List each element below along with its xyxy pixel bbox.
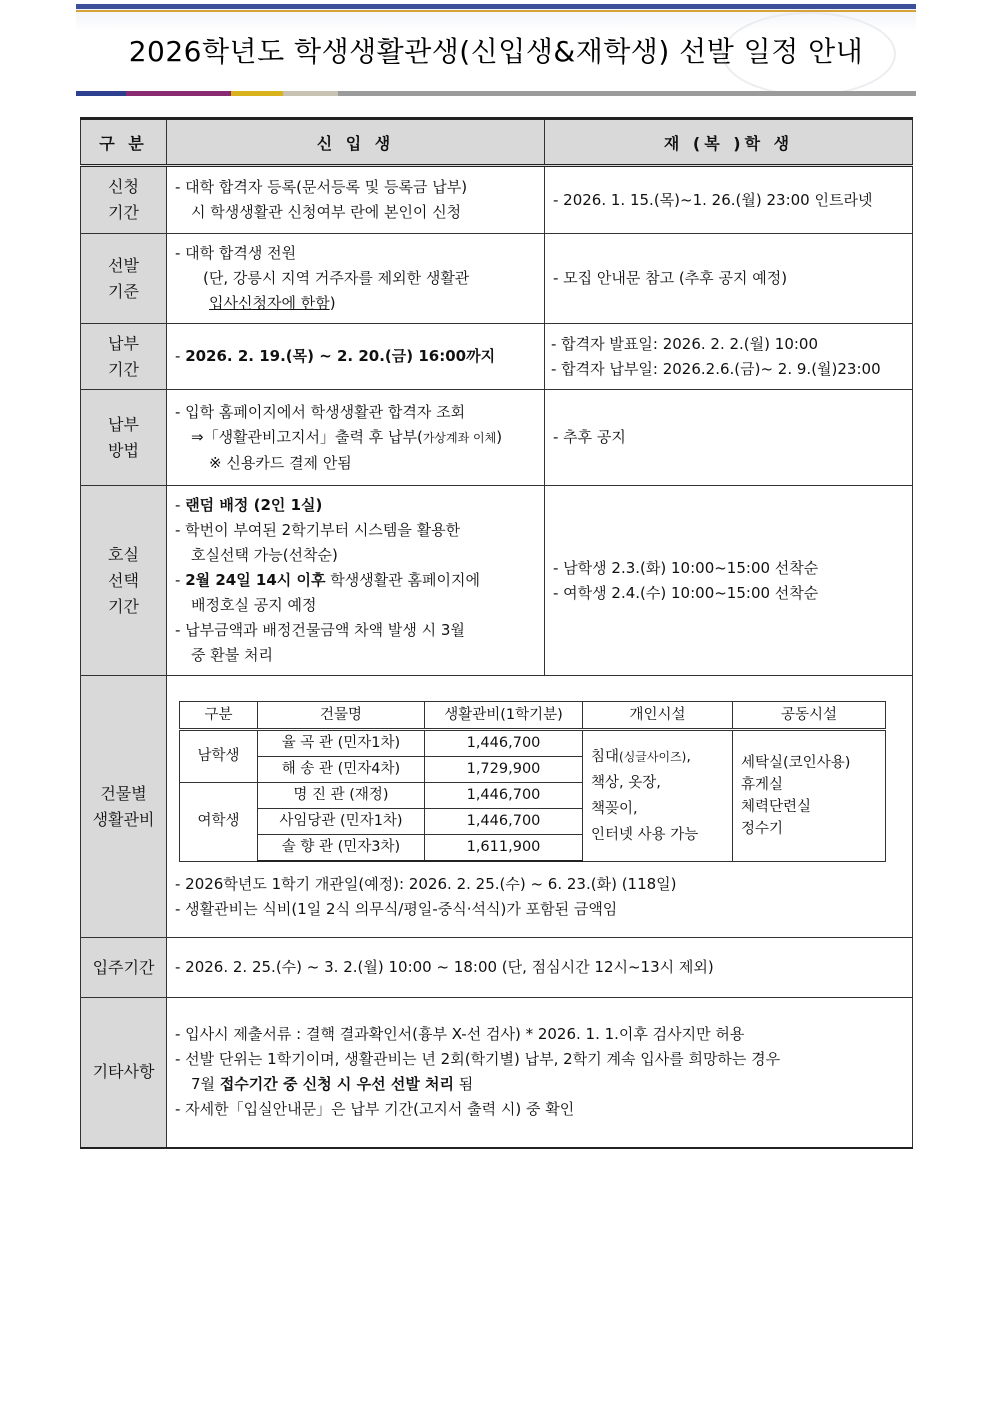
text-line: 인터넷 사용 가능	[591, 826, 699, 843]
personal-facilities	[583, 730, 733, 862]
text-line	[175, 493, 536, 518]
text-line: - 2026학년도 1학기 개관일(예정): 2026. 2. 25.(수) ~ 6. 23.(화) (118일)	[175, 875, 677, 893]
small-text: 가상계좌 이체	[422, 430, 497, 445]
group-female: 여학생	[180, 783, 258, 862]
building-name: 명 진 관 (재정)	[258, 783, 425, 809]
paymethod-new	[167, 390, 545, 486]
room-returning	[545, 486, 913, 676]
text-line: - 2026. 2. 25.(수) ~ 3. 2.(월) 10:00 ~ 18:00 (단, 점심시간 12시~13시 제외)	[175, 958, 714, 976]
label-line: 기간	[108, 203, 139, 222]
label-payment-period	[81, 324, 167, 390]
building-fee: 1,446,700	[425, 809, 583, 835]
text-line: 휴게실	[741, 776, 784, 793]
text-line	[175, 568, 536, 593]
building-name: 해 송 관 (민자4차)	[258, 757, 425, 783]
fees-header: 건물명	[258, 702, 425, 730]
text-line: - 합격자 발표일: 2026. 2. 2.(월) 10:00	[551, 334, 819, 353]
text-line: 중 환불 처리	[191, 646, 273, 664]
label-selection-criteria	[81, 234, 167, 324]
label-room-selection	[81, 486, 167, 676]
label-other-notes: 기타사항	[81, 998, 167, 1148]
criteria-returning	[545, 234, 913, 324]
schedule-table	[80, 117, 913, 1149]
bar-segment-beige	[283, 91, 338, 96]
building-fee: 1,729,900	[425, 757, 583, 783]
fees-header-row	[180, 702, 886, 730]
header-category: 구 분	[81, 119, 167, 166]
fees-content	[167, 676, 913, 938]
label-line: 선발	[108, 255, 139, 275]
fees-table	[179, 701, 886, 862]
label-line: 방법	[108, 440, 139, 460]
text-line: - 생활관비는 식비(1일 2식 의무식/평일-중식·석식)가 포함된 금액임	[175, 900, 618, 918]
text-line: - 여학생 2.4.(수) 10:00~15:00 선착순	[553, 583, 819, 602]
bold-text: 랜덤 배정 (2인 1실)	[185, 496, 323, 514]
label-line: 납부	[108, 333, 139, 353]
fees-header: 개인시설	[583, 702, 733, 730]
text-line: 호실선택 가능(선착순)	[191, 546, 338, 564]
text-line	[591, 744, 732, 770]
building-name: 사임당관 (민자1차)	[258, 809, 425, 835]
text-line: 정수기	[741, 820, 784, 837]
underlined-text: 입사신청자에 한함	[209, 294, 330, 312]
text-line: 체력단련실	[741, 798, 812, 815]
label-line: 호실	[108, 544, 139, 564]
page-title: 2026학년도 학생생활관생(신입생&재학생) 선발 일정 안내	[128, 35, 864, 68]
text-fragment: -	[175, 496, 186, 514]
common-facilities	[733, 730, 886, 862]
bold-text: 접수기간 중 신청 시 우선 선발 처리	[219, 1075, 455, 1094]
text-line: - 납부금액과 배정건물금액 차액 발생 시 3월	[175, 621, 465, 639]
fees-header: 생활관비(1학기분)	[425, 702, 583, 730]
fees-header: 공동시설	[733, 702, 886, 730]
text-line: - 추후 공지	[553, 428, 626, 446]
text-line: ※ 신용카드 결제 안됨	[209, 453, 352, 472]
building-fee: 1,446,700	[425, 730, 583, 757]
text-line: - 선발 단위는 1학기이며, 생활관비는 년 2회(학기별) 납부, 2학기 계속 입사를 희망하는 경우	[175, 1050, 781, 1069]
text-fragment: 됨	[454, 1075, 474, 1094]
movein-content	[167, 938, 913, 998]
text-line	[175, 425, 536, 451]
row-apply-period	[81, 166, 913, 234]
row-payment-period	[81, 324, 913, 390]
text-line: - 입사시 제출서류 : 결핵 결과확인서(흉부 X-선 검사) * 2026. 1. 1.이후 검사지만 허용	[175, 1025, 745, 1044]
table-header-row	[81, 119, 913, 166]
text-fragment: -	[175, 347, 186, 365]
building-name: 솔 향 관 (민자3차)	[258, 835, 425, 862]
room-new	[167, 486, 545, 676]
text-fragment: 학생생활관 홈페이지에	[325, 571, 480, 589]
label-apply-period	[81, 166, 167, 234]
text-line: 책꽂이,	[591, 800, 638, 817]
text-line	[175, 291, 536, 316]
text-line: - 자세한「입실안내문」은 납부 기간(고지서 출력 시) 중 확인	[175, 1100, 575, 1119]
text-fragment: 7월	[191, 1075, 220, 1094]
text-line: - 합격자 납부일: 2026.2.6.(금)~ 2. 9.(월)23:00	[551, 359, 881, 378]
apply-new	[167, 166, 545, 234]
label-building-fees	[81, 676, 167, 938]
text-line: - 대학 합격자 등록(문서등록 및 등록금 납부)	[175, 178, 468, 196]
label-line: 납부	[108, 414, 139, 434]
text-fragment: )	[329, 294, 336, 312]
text-line: 배정호실 공지 예정	[191, 596, 317, 614]
text-fragment: ,	[686, 748, 691, 765]
text-fragment: -	[175, 571, 186, 589]
text-line	[175, 344, 536, 369]
text-line: - 모집 안내문 참고 (추후 공지 예정)	[553, 269, 788, 287]
banner-color-bar	[76, 91, 916, 96]
payperiod-returning	[545, 324, 913, 390]
text-fragment: 침대	[591, 748, 620, 765]
row-other-notes	[81, 998, 913, 1148]
text-line: (단, 강릉시 지역 거주자를 제외한 생활관	[203, 269, 470, 287]
title-banner	[76, 4, 916, 96]
text-line: 세탁실(코인사용)	[741, 754, 851, 771]
text-line: 책상, 옷장,	[591, 774, 661, 791]
label-line: 기간	[108, 596, 139, 616]
row-payment-method	[81, 390, 913, 486]
row-building-fees	[81, 676, 913, 938]
text-line: - 입학 홈페이지에서 학생생활관 합격자 조회	[175, 402, 466, 421]
banner-accent-line	[76, 10, 916, 12]
label-move-in-period: 입주기간	[81, 938, 167, 998]
text-line: 시 학생생활관 신청여부 란에 본인이 신청	[191, 203, 462, 221]
bar-segment-purple	[126, 91, 231, 96]
building-fee: 1,446,700	[425, 783, 583, 809]
label-line: 생활관비	[92, 809, 155, 829]
group-male: 남학생	[180, 730, 258, 783]
small-text: (싱글사이즈)	[619, 749, 687, 764]
building-name: 율 곡 관 (민자1차)	[258, 730, 425, 757]
label-line: 신청	[108, 177, 139, 196]
text-line: - 대학 합격생 전원	[175, 244, 297, 262]
building-fee: 1,611,900	[425, 835, 583, 862]
row-move-in-period	[81, 938, 913, 998]
text-line: - 학번이 부여된 2학기부터 시스템을 활용한	[175, 521, 461, 539]
etc-content	[167, 998, 913, 1148]
bold-text: 2월 24일 14시 이후	[185, 571, 326, 589]
text-fragment: )	[496, 427, 503, 446]
bar-segment-gray	[338, 91, 916, 96]
label-line: 선택	[108, 570, 139, 590]
text-line	[175, 1072, 904, 1097]
fees-row	[180, 730, 886, 757]
row-room-selection	[81, 486, 913, 676]
header-new-students: 신 입 생	[167, 119, 545, 166]
paymethod-returning	[545, 390, 913, 486]
text-fragment: ⇒「생활관비고지서」출력 후 납부(	[191, 427, 423, 446]
label-line: 기간	[108, 359, 139, 379]
bold-text: 2026. 2. 19.(목) ~ 2. 20.(금) 16:00까지	[185, 347, 496, 365]
apply-returning	[545, 166, 913, 234]
row-selection-criteria	[81, 234, 913, 324]
bar-segment-blue	[76, 91, 126, 96]
payperiod-new	[167, 324, 545, 390]
text-line: - 2026. 1. 15.(목)~1. 26.(월) 23:00 인트라넷	[553, 190, 873, 209]
fees-header: 구분	[180, 702, 258, 730]
bar-segment-yellow	[231, 91, 283, 96]
label-payment-method	[81, 390, 167, 486]
banner-top-line	[76, 4, 916, 9]
label-line: 건물별	[100, 783, 147, 803]
text-line: - 남학생 2.3.(화) 10:00~15:00 선착순	[553, 558, 819, 577]
header-returning-students: 재 (복 )학 생	[545, 119, 913, 166]
label-line: 기준	[108, 281, 139, 301]
criteria-new	[167, 234, 545, 324]
